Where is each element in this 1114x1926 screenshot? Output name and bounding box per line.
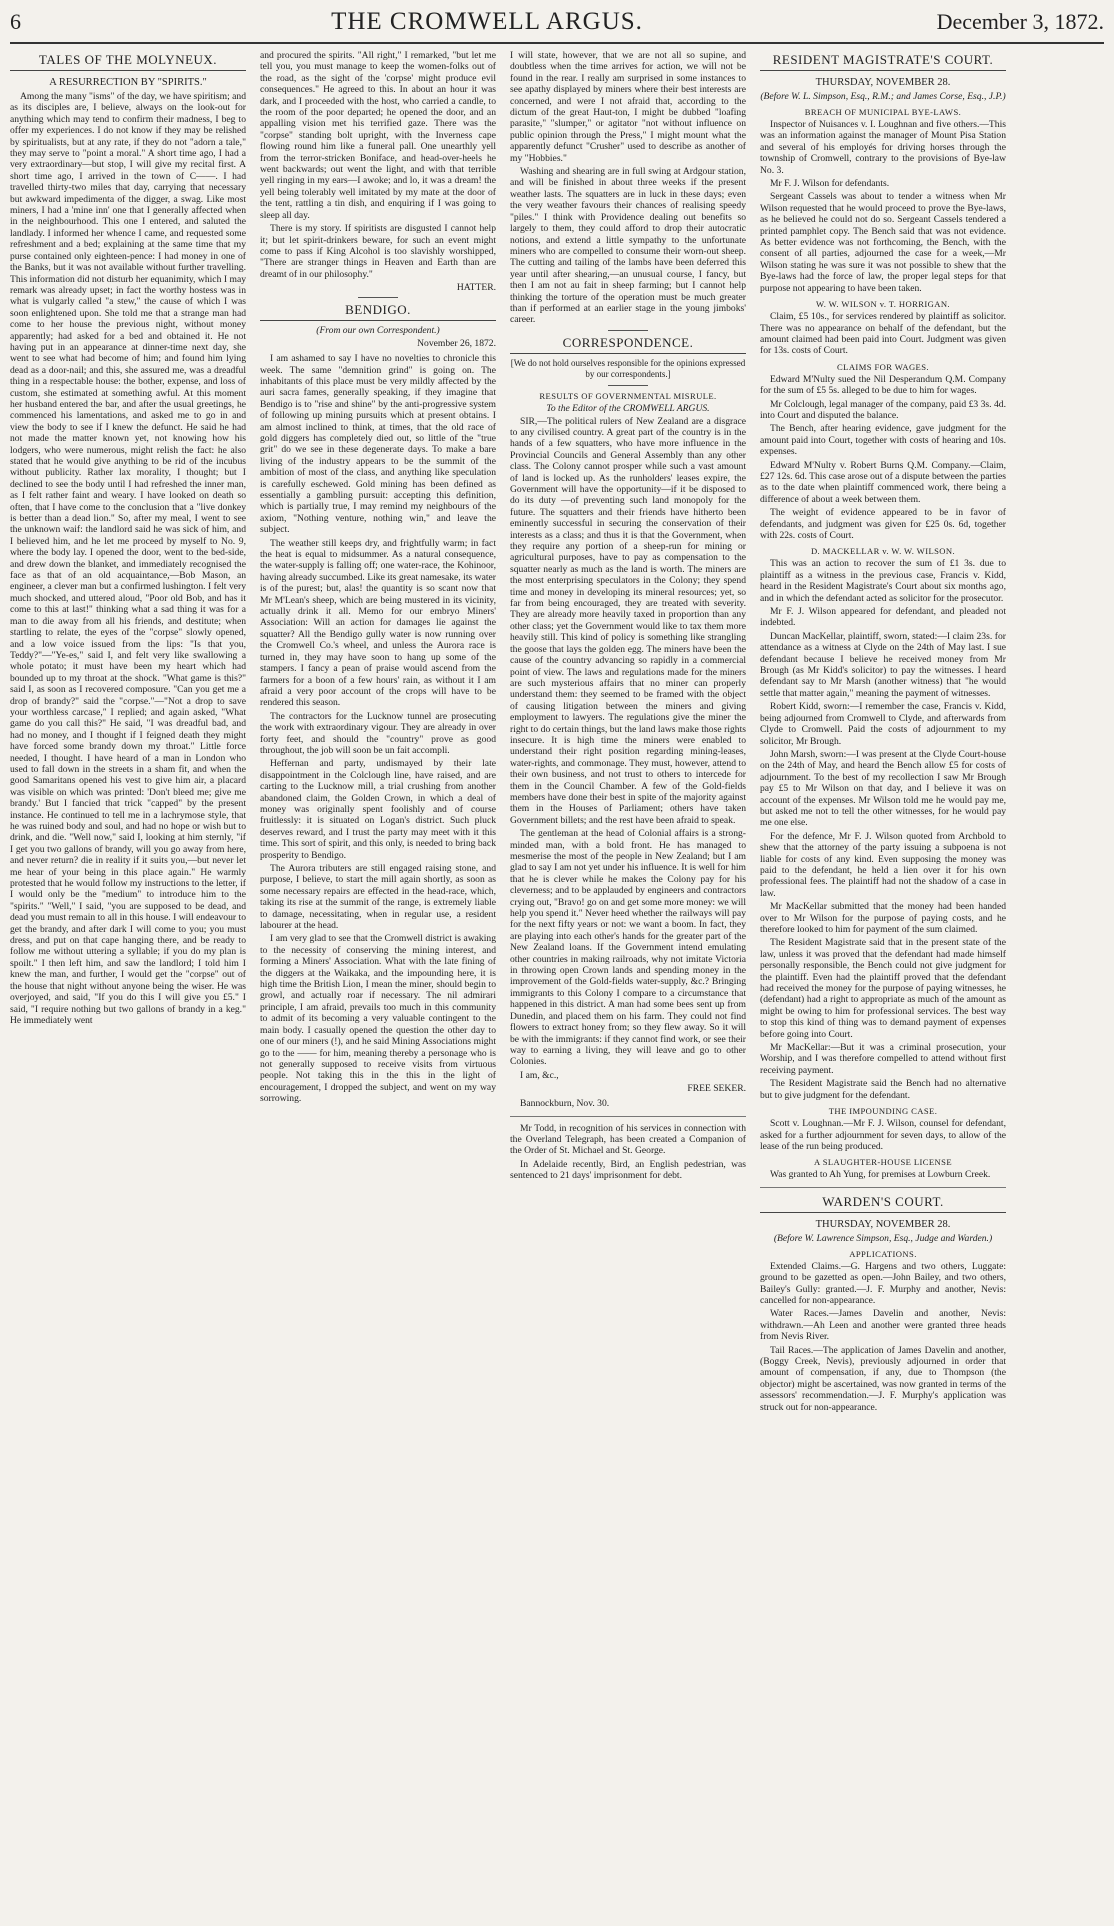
masthead — [10, 8, 1104, 44]
wardens-paragraph: Tail Races.—The application of James Davelin and another, (Boggy Creek, Nevis), previously adjourned in order that amount of compensation, if any, due to Thompson (the objector) might be ascertained, was now granted in terms of the assessors' recommendation.—J. F. Murphy's application was struck out for non-appearance. — [760, 1344, 1006, 1413]
case-paragraph: Robert Kidd, sworn:—I remember the case, Francis v. Kidd, being adjourned from Cromwell to Clyde, and afterwards from Clyde to Cromwell. Paid the costs of adjournment to my solicitor, Mr Brough. — [760, 701, 1006, 747]
bendigo-paragraph: I am ashamed to say I have no novelties to chronicle this week. The same "demnition grind" is going on. The inhabitants of this place must be very mildly affected by the auri sacra fames, generally speaking, if they imagine that Bendigo is to "rise and shine" by the anti-progressive system of following up mining pursuits which at present obtains. I am almost inclined to think, at times, that the old race of gold diggers has completely died out, so little of the "true grit" do we see in these degenerate days. To make a bare living of the industry appears to be the summit of the ambition of most of the class, and anything like speculation is carefully eschewed. Gold mining has been defined as essentially a gambling pursuit: accepting this definition, which is partially true, I may remind my neighbours of the axiom, "Nothing venture, nothing win," and leave the subject. — [260, 353, 496, 536]
bendigo-paragraph: The Aurora tributers are still engaged raising stone, and purpose, I believe, to start the mill again shortly, as soon as some necessary repairs are effected in the head-race, which, taking its rise at the summit of the range, is extremely liable to damage, necessitating, when in regular use, a resident labourer at the head. — [260, 863, 496, 932]
bendigo-paragraph: The contractors for the Lucknow tunnel are prosecuting the work with extraordinary vigour. They are already in over forty feet, and should the "country" prove as good throughout, the job will soon be un fait accompli. — [260, 710, 496, 756]
rm-court-before: (Before W. L. Simpson, Esq., R.M.; and James Corse, Esq., J.P.) — [760, 91, 1006, 102]
case-heading: D. MACKELLAR v. W. W. WILSON. — [810, 546, 956, 557]
wardens-court-title: WARDEN'S COURT. — [760, 1194, 1006, 1213]
case-paragraph: Mr Colclough, legal manager of the company, paid £3 3s. 4d. into Court and disputed the balance. — [760, 398, 1006, 421]
bendigo-paragraph: Heffernan and party, undismayed by their late disappointment in the Colclough line, have raised, and are carting to the Lucknow mill, a trial crushing from another abandoned claim, the Golden Crown, in which a deal of money was originally spent foolishly and of course fruitlessly: it is situated on Logan's district. Such pluck deserves reward, and I trust the party may meet with it this time. This sort of spirit, and this only, is needed to bring back prosperity to Bendigo. — [260, 758, 496, 861]
issue-date: December 3, 1872. — [936, 9, 1104, 34]
case-paragraph: Scott v. Loughnan.—Mr F. J. Wilson, counsel for defendant, asked for a further adjournment for seven days, to allow of the lease of the run being produced. — [760, 1118, 1006, 1152]
wardens-court-before: (Before W. Lawrence Simpson, Esq., Judge and Warden.) — [773, 1232, 993, 1244]
case-paragraph: Mr MacKellar:—But it was a criminal prosecution, your Worship, and I was therefore compelled to attend without first receiving payment. — [760, 1042, 1006, 1076]
letter-paragraph: The gentleman at the head of Colonial affairs is a strong-minded man, with a bold front. He has managed to mesmerise the most of the people in New Zealand; but I am glad to say I am not yet under his influence. It is well for him that he is clever while he makes the Colony pay for his cleverness; and to be applauded by engineers and contractors crying out, "Bravo! go on and get some more money: we will help you spend it." Never heed whether the railways will pay for the next fifty years or not: we want a boom. In fact, they are playing into each other's hands for the greater part of the New Zealand loans. If the Government intend emulating other countries in making railroads, why not imitate Victoria in throwing open Crown lands and spending money in the improvement of the Gold-fields water-supply, &c.? Bringing immigrants to this Colony I compare to a circumstance that happened in this district. A man had some bees sent up from Dunedin, and placed them on his farm. They could not find flowers to extract honey from; so they flew away. So it will be with the immigrants: if they cannot find work, or see their way to earning a living, they will leave and go to other Colonies. — [510, 828, 746, 1068]
case-paragraph: John Marsh, sworn:—I was present at the Clyde Court-house on the 24th of May, and heard the Bench allow £5 for costs of adjournment. To the best of my recollection I saw Mr Brough pay £5 to Mr Wilson on that day, and I believe it was on account of the expenses. Mr Wilson told me he would pay me, but asked me not to tell the other witnesses, for he would pay me one else. — [760, 748, 1006, 829]
letter-title: RESULTS OF GOVERNMENTAL MISRULE. — [539, 390, 717, 401]
case-paragraph: Claim, £5 10s., for services rendered by plaintiff as solicitor. There was no appearance on behalf of the defendant, but the amount claimed had been paid into Court. Judgment was given for 13s. costs of Court. — [760, 311, 1006, 357]
wardens-paragraph: Water Races.—James Davelin and another, Nevis: withdrawn.—Ah Leen and another were granted three heads from Nevis River. — [760, 1308, 1006, 1343]
columns — [10, 44, 1104, 1890]
case-heading: CLAIMS FOR WAGES. — [837, 361, 929, 372]
bendigo-paragraph: I am very glad to see that the Cromwell district is awaking to the necessity of conserving the mining interest, and forming a Miners' Association. What with the late fining of the diggers at the Waikaka, and the impounding here, it is high time the British Lion, I mean the miner, should begin to growl, and actually roar if necessary. The nil admirari principle, I am afraid, prevails too much in this community to admit of its becoming a very valuable contingent to the main body. I casually opened the question the other day to one of our miners (!), and he said Mining Associations might go to the —— for him, meaning thereby a personage who is not generally supposed to receive visits from virtuous people. Not taking this in the this in the light of encouragement, I dropped the subject, and went on my way sorrowing. — [260, 933, 496, 1105]
column-4 — [760, 50, 1006, 1890]
bendigo-byline: (From our own Correspondent.) — [316, 325, 440, 337]
tales-paragraph: Among the many "isms" of the day, we have spiritism; and as its disciples are, I believe, always on the look-out for anything which may tend to confirm their madness, I beg to offer my experiences. I do not know if they may be relished by spiritualists, but at any rate, if they do not "adorn a tale," they may serve to "point a moral." A short time ago, I had a very extraordinary—but stop, I will give my recital first. A short time ago, I arrived in the town of C——. I had travelled thirty-two miles that day, carrying that necessary but awkward impedimenta of the digger, a swag. Like most miners, I had a 'mine inn' one that I generally affected when in the neighbourhood. This one I entered, and saluted the landlady. I informed her whence I came, and requested some refreshment and a bed; explaining at the same time that my purse contained only eighteen-pence: I had money in one of the Banks, but it was not available without further travelling. This information did not disturb her equanimity, which I may remark was already upset; in fact the worthy hostess was in what is vulgarly called "a stew," the cause of which I was soon enlightened upon. She told me that a strange man had come to her house the previous night, without money apparently; had asked for a bed and obtained it. He not having put in an appearance at dinner-time next day, she went to see what had become of him; and found him lying dead as a door-nail; and this, she assured me, was a dreadful thing in a respectable house: the bother, expense, and loss of custom, she estimated at something awful. At this moment her husband entered the bar, and after the usual greetings, he commenced his lamentations, and asked me to go in and view the body to see if I knew the defunct. He said he had not made the matter known yet, not knowing how his lodgers, who were numerous, might relish the fact: he also stated that he would give anything to be rid of the incubus without publicity. Rather lax morality, I thought; but I declined to see the body until I had refreshed the inner man, as I felt rather faint and weary. I have looked on death so often, that I have come to the conclusion that a "live donkey is better than a dead lion." So, after my meal, I went to see the unknown waif: the landlord said he was sick of him, and I believed him, and he let me proceed by myself to No. 9, where the body lay. I opened the door, went to the bed-side, and drew down the blanket, and immediately recognised the face as that of an old acquaintance,—Bob Mason, an engineer, a clever man but a confirmed lushington. I felt very much shocked, and uttered aloud, "Poor old Bob, and has it come to this at last!" thinking what a sad thing it was for a man to die away from all his friends, and destitute; when startling to relate, the eyes of the "corpse" slowly opened, and a low voice issued from the lips: "Is that you, Teddy?"—"Ye-es," said I, and felt very like swallowing a whole potato; it must have been my heart which had bounded up to my throat at the shock. "What game is this?" said I, as soon as I recovered composure. "Can you get me a drop of brandy?" said the "corpse."—"Not a drop to save your worthless carcase," I replied; and again asked, "What game do you call this?" He said, "I was dreadful bad, and had no money, and I thought if I feigned death they might have forced some brandy down my throat." Little force needed, I thought. I have heard of a man in London who used to fall down in the streets in a sham fit, and when the good Samaritans opened his vest to give him air, a placard was visible on which was printed: 'Don't bleed me; give me brandy.' But I fancied that trick "capped" by the present instance. He continued to tell me in a lachrymose style, that he was ruined body and soul, and had no hope or wish but to drink, and die. "Well now," said I, looking at him sternly, "if I get you two gallons of brandy, will you go away from here, and never return? die in reality if it suits you,—but never let me hear of your being in this place again." He warmly protested that he would follow my instructions to the letter, if I would only be the "medium" to introduce him to the "spirits." "Well," I said, "you are supposed to be dead, and dead you must remain to all in this house. I will endeavour to get the brandy, and after dark I will come to you; you must dress, and put on that cape hanging there, and be ready to follow me without uttering a syllable; if you do my plan is spoilt." I then left him, and saw the landlord; I told him I knew the man, and further, I would get the "corpse" out of the house that night without anyone being the wiser. He was overjoyed, and said, "If you do this I will give you £5." I said, "I require nothing but two gallons of brandy in a keg." He immediately went — [10, 91, 246, 1026]
case-heading: BREACH OF MUNICIPAL BYE-LAWS. — [804, 107, 962, 117]
case-paragraph: Mr MacKellar submitted that the money had been handed over to Mr Wilson for the purpose of paying costs, and he therefore looked to him for payment of the sum claimed. — [760, 901, 1006, 935]
news-note: In Adelaide recently, Bird, an English pedestrian, was sentenced to 21 days' imprisonment for debt. — [510, 1158, 746, 1182]
case-heading: W. W. WILSON v. T. HORRIGAN. — [816, 299, 950, 310]
case-paragraph: Inspector of Nuisances v. I. Loughnan and five others.—This was an information against the manager of Mount Pisa Station and several of his employés for driving horses through the township of Cromwell, contrary to the provisions of Bye-law No. 3. — [760, 119, 1006, 176]
column-2 — [260, 50, 496, 1890]
case-paragraph: For the defence, Mr F. J. Wilson quoted from Archbold to shew that the attorney of the party issuing a subpoena is not liable for costs of any kind. Even supposing the money was paid to the defendant, he held a lien over it for his own professional fees. The plaintiff had not the shadow of a case in law. — [760, 830, 1006, 899]
divider — [608, 330, 648, 331]
bendigo-date: November 26, 1872. — [417, 338, 496, 350]
correspondence-title: CORRESPONDENCE. — [510, 335, 746, 354]
case-paragraph: Mr F. J. Wilson appeared for defendant, and pleaded not indebted. — [760, 606, 1006, 629]
letter-addressee: To the Editor of the CROMWELL ARGUS. — [546, 402, 710, 414]
letter-signature: FREE SEKER. — [687, 1083, 746, 1095]
case-heading: THE IMPOUNDING CASE. — [828, 1106, 938, 1117]
case-paragraph: This was an action to recover the sum of £1 3s. due to plaintiff as a witness in the previous case, Francis v. Kidd, heard in the Resident Magistrate's Court about six months ago, and in which the defendant acted as solicitor for the prosecutor. — [760, 558, 1006, 604]
case-paragraph: Edward M'Nulty v. Robert Burns Q.M. Company.—Claim, £27 12s. 6d. This case arose out of a dispute between the parties as to the date when plaintiff commenced work, there being a difference of about a week between them. — [760, 459, 1006, 505]
divider — [760, 1187, 1006, 1188]
wardens-court-date: THURSDAY, NOVEMBER 28. — [815, 1218, 951, 1230]
newspaper-page — [10, 8, 1104, 1908]
case-heading: APPLICATIONS. — [849, 1248, 917, 1259]
case-paragraph: The weight of evidence appeared to be in favor of defendants, and judgment was given for £25 0s. 6d, together with 22s. costs of Court. — [760, 507, 1006, 541]
divider — [510, 1116, 746, 1117]
divider — [358, 297, 398, 298]
case-paragraph: Duncan MacKellar, plaintiff, sworn, stated:—I claim 23s. for attendance as a witness at Clyde on the 24th of May last. I sue defendant because I believe he received money from Mr Brough (as Mr Kidd's solicitor) to pay the witnesses. I heard defendant say to Mr Marsh (another witness) that "he would settle that matter again," meaning the payment of witnesses. — [760, 630, 1006, 699]
wardens-paragraph: Extended Claims.—G. Hargens and two others, Luggate: ground to be gazetted as open.—John Bailey, and two others, Bailey's Gully: granted.—J. F. Murphy and another, Nevis: cancelled for non-appearance. — [760, 1260, 1006, 1306]
tales-signature: HATTER. — [456, 282, 496, 294]
letter-paragraph: SIR,—The political rulers of New Zealand are a disgrace to any civilised country. A great part of the country is in the hands of a few squatters, who have more influence in the Provincial Councils and General Assembly than any other class. The Colony cannot prosper while such a vast amount of land is locked up. As the runholders' leases expire, the Government will have the opportunity—if it be disposed to do its duty —of preventing such land monopoly for the future. The squatters and their friends have hitherto been eminently successful in securing the conservation of their interests as a class; and thus it is that the Government, when they require any portion of a sheep-run for mining or agricultural purposes, have to pay as compensation to the squatter nearly as much as the land is worth. The miners are the most enterprising speculators in the Colony; they spend time and money in developing its mineral resources; yet, so far from being encouraged, they are treated with severity. They are already more heavily taxed in proportion than any other class; yet the Government would like to tax them more heavily still. This kind of policy is something like strangling the goose that lays the golden egg. The miners have been the cause of the country advancing so rapidly in a commercial point of view. The laws and regulations made for the miners are such mysterious affairs that no miner can properly understand them: they seemed to be framed with the object of causing litigation between the miners and giving employment to lawyers. The regulations give the miner the right to do certain things, but the land laws make those rights insecure. It is high time the miners were enabled to understand their right position regarding mining-leases, water-rights, and commonage. They must, however, attend to their own business, and not trust to others to intercede for them in the Council Chamber. A few of the Gold-fields members have done their best in spite of the majority against them in the Houses of Parliament; others have taken Government billets; and the rest have been afraid to speak. — [510, 415, 746, 826]
tales-paragraph: and procured the spirits. "All right," I remarked, "but let me tell you, you must manage to keep the women-folks out of the road, as the sight of the 'corpse' might produce evil consequences." He agreed to this. In about an hour it was dark, and I proceeded with the host, who carried a candle, to the room of the poor departed; he opened the door, and an appalling vision met his terrified gaze. There was the "corpse" standing bolt upright, with the Inverness cape flowing round him like a funeral pall. One unearthly yell from the terror-stricken Boniface, and head-over-heels he went backwards; out went the light, and with that terrible yell ringing in my ears—I awoke; and lo, it was a dream! the yell being tolerably well imitated by my mate at the door of the tent, rattling a tin dish, and enquiring if I was going to sleep all day. — [260, 50, 496, 221]
tales-subtitle: A RESURRECTION BY "SPIRITS." — [49, 77, 207, 88]
bendigo-continued-paragraph: Washing and shearing are in full swing at Ardgour station, and will be finished in about three weeks if the present weather lasts. The squatters are in luck in these days; even the very weather favours their chances of realising speedy "piles." I think with Providence dealing out benefits so largely to them, they could afford to drop their autocratic notions, and extend a little sympathy to the unfortunate miners who are compelled to consume their worn-out sheep. The cutting and tailing of the lambs have been deferred this year until after shearing,—an unusual course, I fancy, but then I am not au fait in sheep farming; but I cannot help thinking the torture of the operation must be much greater than if performed at an earlier stage in the young jimboks' career. — [510, 166, 746, 326]
case-paragraph: Mr F. J. Wilson for defendants. — [770, 178, 890, 190]
column-3 — [510, 50, 746, 1890]
case-paragraph: Sergeant Cassels was about to tender a witness when Mr Wilson requested that he would proceed to prove the Bye-laws, as he believed he could not do so. Sergeant Cassels tendered a printed pamphlet copy. The Bench said that was not evidence. As better evidence was not forthcoming, the Bench, with the consent of all parties, adjourned the case for a week,—Mr Wilson stating he was sure it was not possible to shew that the Bye-laws had the force of law, the proper legal steps for that purpose not appearing to have been taken. — [760, 191, 1006, 294]
letter-sign-off: I am, &c., — [520, 1069, 559, 1081]
tales-section-title: TALES OF THE MOLYNEUX. — [10, 52, 246, 71]
case-paragraph: Was granted to Ah Yung, for premises at Lowburn Creek. — [770, 1169, 991, 1181]
letter-place: Bannockburn, Nov. 30. — [520, 1098, 610, 1110]
newspaper-title: THE CROMWELL ARGUS. — [331, 8, 643, 35]
page-number: 6 — [10, 9, 21, 34]
column-1 — [10, 50, 246, 1890]
correspondence-disclaimer: [We do not hold ourselves responsible for the opinions expressed by our correspondents.] — [510, 357, 746, 380]
case-paragraph: The Resident Magistrate said that in the present state of the law, unless it was proved that the defendant had made himself personally responsible, the Bench could not give judgment for the plaintiff. Even had the plaintiff proved that the defendant had received the money for the purpose of paying witnesses, he (defendant) had a right to appropriate as much of the amount as might be owing to him for professional services. The best way to stop this kind of thing was to demand payment of expenses before going into Court. — [760, 937, 1006, 1040]
case-paragraph: The Bench, after hearing evidence, gave judgment for the amount paid into Court, together with costs of hearing and 10s. expenses. — [760, 423, 1006, 458]
bendigo-paragraph: The weather still keeps dry, and frightfully warm; in fact the heat is equal to midsummer. As a natural consequence, the water-supply is falling off; one water-race, the Kohinoor, having already succumbed. Like its great namesake, its water is of the purest; but, alas! the quantity is so scant now that Mr M'Lean's sheep, which are being mustered in its vicinity, actually drink it all. Memo for our embryo Miners' Association: Will an action for damages lie against the squatter? All the Bendigo gully water is now running over the Cromwell Co.'s wheel, and unless the Aurora race is turned in, they may have soon to hang up some of the stampers. I fancy a pean of praise would ascend from the farmers for a boon of a few hours' rain, as without it I am afraid a very poor account of the crops will have to be rendered this season. — [260, 537, 496, 709]
case-heading: A SLAUGHTER-HOUSE LICENSE — [814, 1157, 952, 1168]
rm-court-title: RESIDENT MAGISTRATE'S COURT. — [760, 52, 1006, 71]
case-paragraph: Edward M'Nulty sued the Nil Desperandum Q.M. Company for the sum of £5 5s. alleged to be due to him for wages. — [760, 373, 1006, 397]
divider — [608, 385, 648, 386]
case-paragraph: The Resident Magistrate said the Bench had no alternative but to give judgment for the defendant. — [760, 1078, 1006, 1101]
bendigo-section-title: BENDIGO. — [260, 302, 496, 321]
bendigo-continued-paragraph: I will state, however, that we are not all so supine, and doubtless when the time arrives for action, we will not be found in the rear. I really am surprised in some instances to see apathy displayed by miners where their best interests are concerned, and were I not afraid that, according to the dictum of the great Haut-ton, I might be dubbed "loafing parasite," "slumper," or agitator "not without influence on public opinion through the Press," I might mount what the apparently defunct "Crusher" used to describe as another of my "Hobbies." — [510, 50, 746, 164]
tales-paragraph: There is my story. If spiritists are disgusted I cannot help it; but let spirit-drinkers beware, for such an event might come to pass if King Alcohol is too slavishly worshipped, "There are stranger things in Heaven and Earth than are dreamt of in our philosophy." — [260, 223, 496, 280]
rm-court-date: THURSDAY, NOVEMBER 28. — [815, 77, 951, 88]
news-note: Mr Todd, in recognition of his services in connection with the Overland Telegraph, has been created a Companion of the Order of St. Michael and St. George. — [510, 1122, 746, 1157]
